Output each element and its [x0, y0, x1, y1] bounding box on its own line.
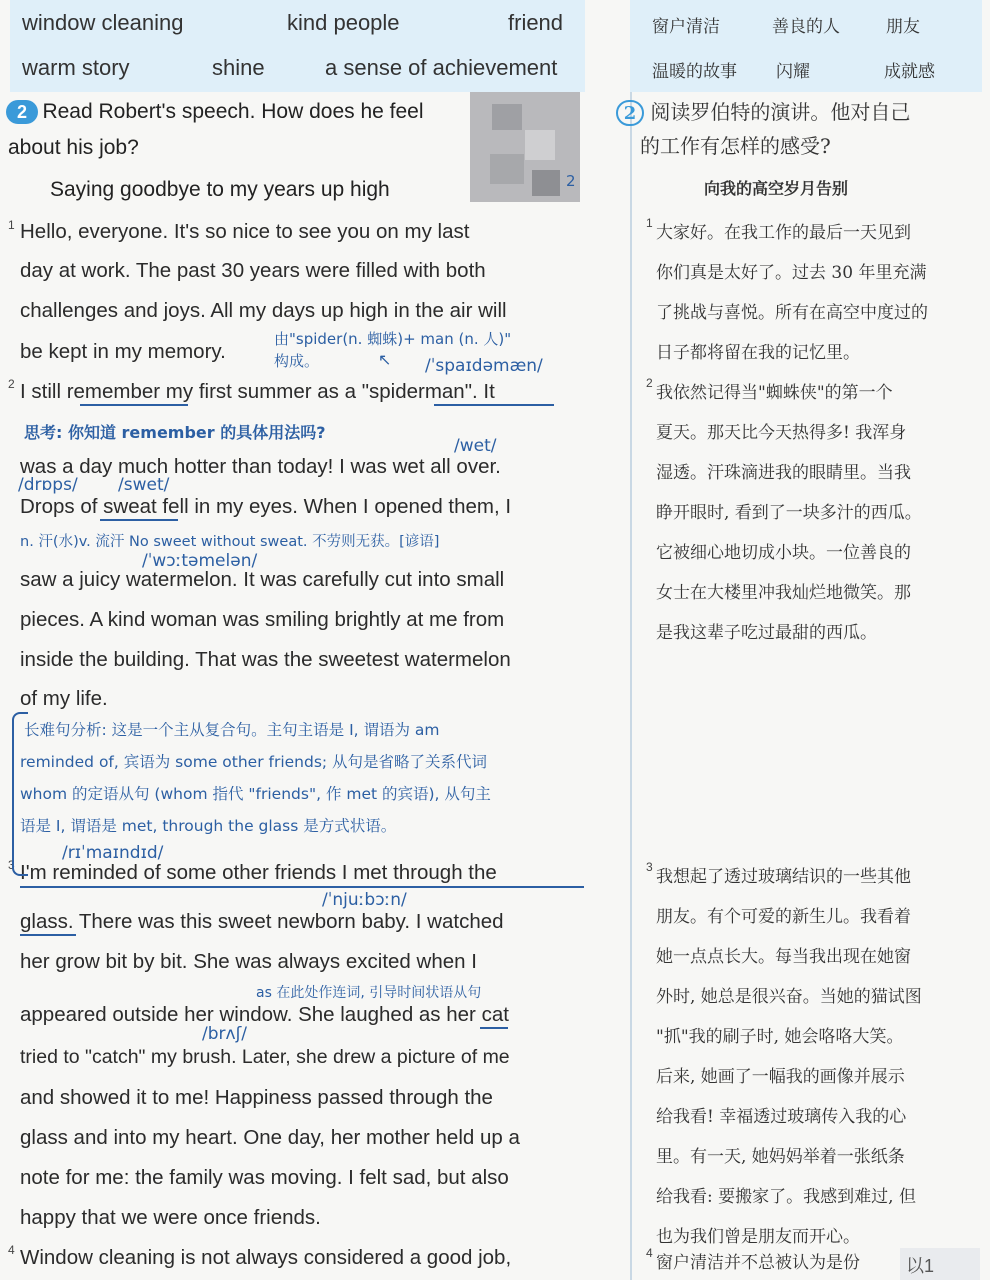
ipa-reminded: /rɪˈmaɪndɪd/ [62, 843, 164, 863]
paragraph-number: 3 [8, 858, 15, 872]
zh-line: 大家好。在我工作的最后一天见到 [656, 223, 911, 243]
vocab-word: shine [212, 55, 265, 80]
zh-line: 也为我们曾是朋友而开心。 [656, 1227, 860, 1247]
annotation-long-sentence-1: 长难句分析: 这是一个主从复合句。主句主语是 I, 谓语为 am [24, 721, 440, 739]
zh-line: 她一点点长大。每当我出现在她窗 [656, 947, 911, 967]
ipa-wet: /wet/ [454, 436, 497, 456]
zh-line: 日子都将留在我的记忆里。 [656, 343, 860, 363]
text-line: glass and into my heart. One day, her mother held up a [20, 1126, 520, 1149]
text-line: I still remember my first summer as a "spiderman". It [20, 380, 495, 403]
ipa-newborn: /ˈnjuːbɔːn/ [322, 890, 407, 910]
column-divider [630, 92, 632, 1280]
zh-line: 朋友。有个可爱的新生儿。我看着 [656, 907, 911, 927]
text-line: of my life. [20, 687, 108, 710]
vocab-word-zh: 闪耀 [776, 62, 810, 82]
vocab-word: a sense of achievement [325, 55, 558, 80]
zh-line: 湿透。汗珠滴进我的眼睛里。当我 [656, 463, 911, 483]
underline [480, 1027, 508, 1029]
blurred-image-label: 2 [566, 172, 576, 190]
annotation-as: as 在此处作连词, 引导时间状语从句 [256, 985, 482, 1001]
text-line: tried to "catch" my brush. Later, she drew a picture of me [20, 1046, 510, 1068]
annotation-spiderman: 由"spider(n. 蜘蛛)+ man (n. 人)" [274, 330, 512, 348]
zh-line: 给我看! 幸福透过玻璃传入我的心 [656, 1107, 907, 1127]
text-line: day at work. The past 30 years were filled with both [20, 259, 486, 282]
paragraph-number: 2 [8, 377, 15, 391]
paragraph-number-zh: 3 [646, 860, 653, 874]
annotation-sweat: n. 汗(水)v. 流汗 No sweet without sweat. 不劳则无获。[谚语] [20, 534, 440, 550]
zh-line: 里。有一天, 她妈妈举着一张纸条 [656, 1147, 905, 1167]
paragraph-number-zh: 1 [646, 216, 653, 230]
text-line: and showed it to me! Happiness passed through the [20, 1086, 493, 1109]
text-line: note for me: the family was moving. I felt sad, but also [20, 1166, 509, 1189]
vocab-word-zh: 朋友 [886, 17, 920, 37]
paragraph-number-zh: 2 [646, 376, 653, 390]
question-heading [6, 100, 424, 124]
text-line: be kept in my memory. [20, 340, 226, 363]
vocab-word-zh: 善良的人 [772, 17, 840, 37]
text-line: Hello, everyone. It's so nice to see you on my last [20, 220, 470, 243]
text-line: appeared outside her window. She laughed as her cat [20, 1003, 509, 1026]
text-line: inside the building. That was the sweetest watermelon [20, 648, 511, 671]
text-line: glass. There was this sweet newborn baby. I watched [20, 910, 504, 933]
zh-line: 后来, 她画了一幅我的画像并展示 [656, 1067, 905, 1087]
zh-line: 了挑战与喜悦。所有在高空中度过的 [656, 303, 928, 323]
vocab-word-zh: 温暖的故事 [652, 62, 737, 82]
vocab-word: window cleaning [22, 10, 184, 35]
underline [100, 519, 178, 521]
question-zh-text: 阅读罗伯特的演讲。他对自己 [650, 100, 911, 124]
question-zh-line-2: 的工作有怎样的感受? [640, 134, 831, 158]
text-line: her grow bit by bit. She was always excited when I [20, 950, 477, 973]
vocab-word: kind people [287, 10, 400, 35]
vocab-word: friend [508, 10, 564, 35]
underline [80, 404, 188, 406]
text-line: was a day much hotter than today! I was wet all over. [20, 455, 501, 478]
annotation-long-sentence-3: whom 的定语从句 (whom 指代 "friends", 作 met 的宾语), 从句主 [20, 785, 491, 803]
page-corner-label: 以1 [906, 1256, 935, 1276]
ipa-drops: /drɒps/ [18, 475, 78, 495]
underline [20, 934, 76, 936]
question-line-1: Read Robert's speech. How does he feel [42, 100, 424, 123]
annotation-think: 思考: 你知道 remember 的具体用法吗? [24, 423, 326, 442]
text-line: I'm reminded of some other friends I met through the [20, 861, 497, 884]
arrow-icon: ↖ [378, 350, 392, 369]
text-line: challenges and joys. All my days up high in the air will [20, 299, 507, 322]
paragraph-number: 4 [8, 1243, 15, 1257]
zh-line: 睁开眼时, 看到了一块多汁的西瓜。 [656, 503, 922, 523]
underline [434, 404, 554, 406]
vocab-word-zh: 成就感 [884, 62, 935, 82]
question-badge: 2 [6, 100, 38, 124]
annotation-long-sentence-2: reminded of, 宾语为 some other friends; 从句是省略了关系代词 [20, 753, 488, 771]
zh-line: 它被细心地切成小块。一位善良的 [656, 543, 911, 563]
ipa-spiderman: /ˈspaɪdəmæn/ [425, 356, 543, 376]
text-line: happy that we were once friends. [20, 1206, 321, 1229]
paragraph-number-zh: 4 [646, 1246, 653, 1260]
vocab-word-zh: 窗户清洁 [652, 17, 720, 37]
text-line: Window cleaning is not always considered a good job, [20, 1246, 512, 1269]
ipa-sweat: /swet/ [118, 475, 170, 495]
ipa-watermelon: /ˈwɔːtəmelən/ [142, 551, 258, 571]
zh-line: 给我看: 要搬家了。我感到难过, 但 [656, 1187, 916, 1207]
vocab-word: warm story [22, 55, 130, 80]
zh-line: 女士在大楼里冲我灿烂地微笑。那 [656, 583, 911, 603]
zh-line: 外时, 她总是很兴奋。当她的猫试图 [656, 987, 922, 1007]
zh-line: 我想起了透过玻璃结识的一些其他 [656, 867, 911, 887]
zh-line: 你们真是太好了。过去 30 年里充满 [656, 263, 927, 283]
passage-title: Saying goodbye to my years up high [50, 178, 390, 201]
zh-line: 是我这辈子吃过最甜的西瓜。 [656, 623, 877, 643]
annotation-spiderman-2: 构成。 [274, 352, 320, 370]
zh-line: 我依然记得当"蜘蛛侠"的第一个 [656, 383, 893, 403]
text-line: Drops of sweat fell in my eyes. When I opened them, I [20, 495, 512, 518]
zh-line: "抓"我的刷子时, 她会咯咯大笑。 [656, 1027, 904, 1047]
paragraph-number: 1 [8, 218, 15, 232]
passage-title-zh: 向我的高空岁月告别 [704, 179, 849, 198]
annotation-long-sentence-4: 语是 I, 谓语是 met, through the glass 是方式状语。 [20, 817, 397, 835]
question-badge-zh: 2 [616, 100, 644, 126]
zh-line: 夏天。那天比今天热得多! 我浑身 [656, 423, 907, 443]
blurred-image [470, 92, 580, 202]
text-line: saw a juicy watermelon. It was carefully cut into small [20, 568, 505, 591]
question-zh-line-1 [616, 96, 910, 126]
question-line-2: about his job? [8, 136, 139, 159]
zh-line: 窗户清洁并不总被认为是份 [656, 1253, 860, 1273]
text-line: pieces. A kind woman was smiling brightly at me from [20, 608, 505, 631]
ipa-brush: /brʌʃ/ [202, 1024, 248, 1044]
underline [20, 886, 584, 888]
